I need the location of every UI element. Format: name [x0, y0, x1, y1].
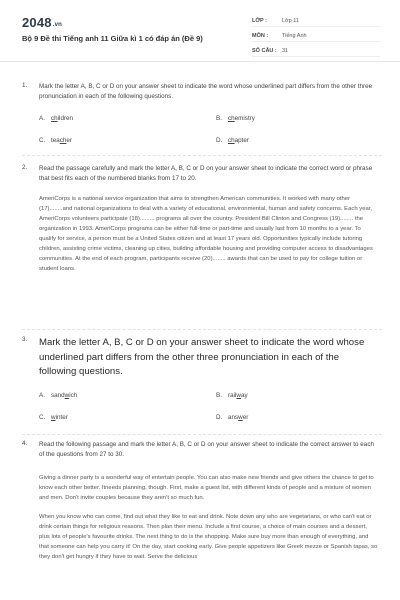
- meta-value: Lớp 11: [282, 17, 299, 24]
- option-letter: B.: [216, 392, 222, 399]
- option-d[interactable]: [216, 414, 248, 421]
- option-underlined: w: [64, 392, 70, 399]
- option-text: ans: [228, 414, 239, 421]
- option-text: er: [242, 414, 249, 421]
- meta-row-count: [252, 44, 380, 57]
- option-a[interactable]: [39, 392, 77, 399]
- passage-paragraph: Giving a dinner party is a wonderful way of entertain people. You can also make new friends and give others the chance to get to know each other better. Itneeds planning, though. First, make a guest list, with different kinds of people and a mixture of women and men. Don't invite couples because they aren't so much fun.: [39, 475, 374, 501]
- option-underlined: w: [51, 414, 56, 421]
- document-title: Bộ 9 Đề thi Tiếng anh 11 Giữa kì 1 có đáp án (Đề 9): [22, 34, 203, 43]
- question-text: Read the following passage and mark the letter A, B, C or D on your answer sheet to indicate the correct answer to each of the questions from 27 to 30.: [39, 441, 374, 458]
- meta-key: MÔN :: [252, 32, 269, 39]
- option-text: er: [66, 137, 73, 144]
- passage-paragraph: AmeriCorps is a national service organization that aims to strengthen American communities. It worked with many other (17)........and national organizations to deal with a variety of educational, environmental, human and safety concerns. Each year, AmeriCorps volunteers participate (18)......... programs all over the country. President Bill Clinton and Congress (19)........ the organization in 1993. AmeriCorps programs can be either full-time or part-time and usually last from 10 months to a year. To qualify for service, a person must be a United States citizen and at least 17 years old. Opportunities typically include tutoring children, assisting crime victims, cleaning up cities, building affordable housing and providing computer access to disadvantages communities. At the end of each program, participants receive (20)........ awards that can be used to pay for college tuition or student loans.: [39, 196, 373, 272]
- question-divider: [22, 329, 382, 330]
- logo-suffix: .vn: [52, 22, 63, 28]
- option-text: ildren: [57, 115, 74, 122]
- meta-key: LỚP :: [252, 17, 267, 24]
- option-letter: A.: [39, 115, 45, 122]
- option-text: ay: [240, 392, 248, 399]
- option-text: apter: [234, 137, 250, 144]
- option-text: tea: [51, 137, 60, 144]
- option-letter: A.: [39, 392, 45, 399]
- option-text: sand: [51, 392, 65, 399]
- option-text: emistry: [234, 115, 255, 122]
- question-divider: [22, 434, 382, 435]
- question-number: 1.: [22, 82, 28, 89]
- reading-passage: [39, 473, 379, 562]
- option-letter: C.: [39, 414, 46, 421]
- option-b[interactable]: [216, 115, 255, 122]
- option-letter: C.: [39, 137, 46, 144]
- option-text: ich: [69, 392, 78, 399]
- question-text: Read the passage carefully and mark the letter A, B, C or D on your answer sheet to indicate the correct word or phrase that best fits each of the numbered blanks from 17 to 20.: [39, 165, 373, 182]
- option-letter: B.: [216, 115, 222, 122]
- meta-value: Tiếng Anh: [282, 32, 307, 39]
- question-text: Mark the letter A, B, C or D on your answer sheet to indicate the word whose underlined part differs from the other three pronunciation in each of the following questions.: [39, 83, 373, 100]
- option-underlined: ch: [59, 137, 67, 144]
- option-underlined: ch: [228, 115, 235, 122]
- meta-row-class: [252, 14, 380, 27]
- question-number: 2.: [22, 164, 28, 171]
- question-text: Mark the letter A, B, C or D on your answer sheet to indicate the word whose underlined part differs from the other three pronunciation in each of the following questions.: [39, 337, 365, 377]
- document-meta: [252, 14, 380, 59]
- option-text: rail: [228, 392, 237, 399]
- question-number: 3.: [22, 336, 28, 343]
- option-underlined: ch: [51, 115, 58, 122]
- option-c[interactable]: [39, 137, 72, 144]
- option-a[interactable]: [39, 115, 73, 122]
- option-text: inter: [55, 414, 68, 421]
- meta-row-subject: [252, 29, 380, 42]
- passage-paragraph: When you know who can come, find out what they like to eat and drink. Note down any who are vegetarians, or who can't eat or drink certain things for religious reasons. Then plan their menu. Include a first course, a choice of main courses and a dessert, plus lots of people's favourite drinks. The next thing to do is the shopping. Make sure buy more than enough of everything, and that someone can help you carry it! On the day, start cooking early. Give people appetizers like Greek mezze or Spanish tapas, so they don't get hungry if they have to wait. Serve the delicious: [39, 514, 378, 560]
- question-number: 4.: [22, 440, 28, 447]
- option-underlined: ch: [228, 137, 235, 144]
- option-underlined: w: [238, 414, 243, 421]
- option-letter: D.: [216, 414, 223, 421]
- option-letter: D.: [216, 137, 223, 144]
- option-underlined: w: [236, 392, 241, 399]
- page-header: [0, 0, 400, 62]
- reading-passage: [39, 194, 379, 274]
- logo-text: 2048: [22, 15, 52, 30]
- question-divider: [22, 155, 382, 156]
- meta-value: 31: [282, 47, 289, 54]
- option-d[interactable]: [216, 137, 249, 144]
- site-logo[interactable]: [22, 15, 62, 30]
- meta-key: SỐ CÂU :: [252, 47, 277, 54]
- option-b[interactable]: [216, 392, 248, 399]
- option-c[interactable]: [39, 414, 68, 421]
